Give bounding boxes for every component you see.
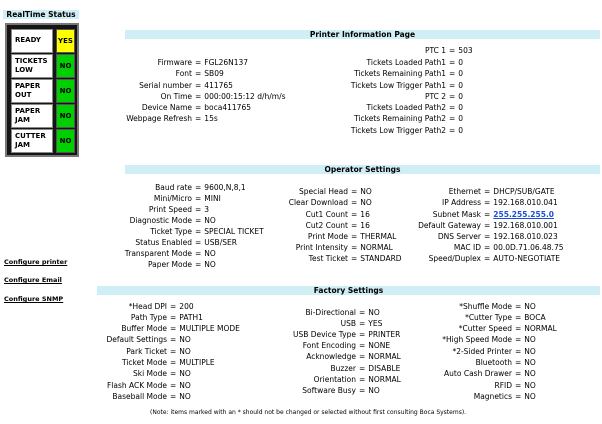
status-value: NO [56, 54, 75, 78]
fs-auto-cash-drawer: Auto Cash Drawer = NO [444, 369, 536, 378]
fs-bluetooth: Bluetooth = NO [475, 358, 536, 367]
op-default-gateway: Default Gateway = 192.168.010.001 [418, 221, 558, 230]
fs-flash-ack-mode: Flash ACK Mode = NO [106, 381, 191, 390]
info-ptc1: PTC 1 = 503 [424, 46, 473, 55]
op-print-speed: Print Speed = 3 [148, 205, 210, 214]
fs-2-sided-printer: *2-Sided Printer = NO [452, 347, 536, 356]
info-webpage-refresh: Webpage Refresh = 15s [126, 114, 218, 123]
info-firmware: Firmware = FGL26N137 [157, 58, 249, 67]
fs-ski-mode: Ski Mode = NO [132, 369, 191, 378]
op-speed-duplex: Speed/Duplex = AUTO-NEGOTIATE [428, 254, 561, 263]
info-serial: Serial number = 411765 [139, 81, 233, 90]
status-value: YES [56, 29, 75, 53]
fs-shuffle-mode: *Shuffle Mode = NO [459, 302, 536, 311]
configure-snmp-link[interactable]: Configure SNMP [4, 295, 64, 303]
info-loaded-path2: Tickets Loaded Path2 = 0 [366, 103, 464, 112]
subnet-mask-link[interactable]: 255.255.255.0 [493, 210, 555, 219]
status-cutter-jam [11, 129, 75, 153]
status-value: NO [56, 79, 75, 103]
operator-settings-title: Operator Settings [125, 165, 600, 174]
fs-bi-directional: Bi-Directional = NO [305, 308, 380, 317]
info-remaining-path1: Tickets Remaining Path1 = 0 [354, 69, 464, 78]
status-value: NO [56, 129, 75, 153]
fs-baseball-mode: Baseball Mode = NO [112, 392, 191, 401]
fs-default-settings: Default Settings = NO [106, 335, 191, 344]
fs-cutter-type: *Cutter Type = BOCA [465, 313, 546, 322]
info-font: Font = SB09 [175, 69, 224, 78]
op-ticket-type: Ticket Type = SPECIAL TICKET [150, 227, 264, 236]
op-test-ticket: Test Ticket = STANDARD [308, 254, 402, 263]
op-baud-rate: Baud rate = 9600,N,8,1 [155, 183, 246, 192]
factory-settings-title: Factory Settings [97, 286, 600, 295]
realtime-status-panel [5, 23, 79, 157]
op-subnet-mask[interactable]: Subnet Mask = 255.255.255.0 [432, 210, 555, 219]
info-loaded-path1: Tickets Loaded Path1 = 0 [366, 58, 464, 67]
op-diagnostic-mode: Diagnostic Mode = NO [129, 216, 216, 225]
fs-buffer-mode: Buffer Mode = MULTIPLE MODE [121, 324, 240, 333]
op-mac-id: MAC ID = 00.0D.71.06.48.75 [453, 243, 564, 252]
op-transparent-mode: Transparent Mode = NO [124, 249, 216, 258]
fs-usb: USB = YES [340, 319, 383, 328]
fs-acknowledge: Acknowledge = NORMAL [306, 352, 401, 361]
info-remaining-path2: Tickets Remaining Path2 = 0 [354, 114, 464, 123]
fs-ticket-mode: Ticket Mode = MULTIPLE [121, 358, 215, 367]
fs-magnetics: Magnetics = NO [473, 392, 536, 401]
fs-park-ticket: Park Ticket = NO [126, 347, 191, 356]
op-print-mode: Print Mode = THERMAL [307, 232, 397, 241]
info-ontime: On Time = 000:00:15:12 d/h/m/s [160, 92, 286, 101]
configure-email-link[interactable]: Configure Email [4, 276, 62, 284]
op-cut2-count: Cut2 Count = 16 [305, 221, 370, 230]
fs-font-encoding: Font Encoding = NONE [302, 341, 391, 350]
status-paper-out [11, 79, 75, 103]
info-device-name: Device Name = boca411765 [141, 103, 251, 112]
status-paper-jam [11, 104, 75, 128]
status-label: PAPER JAM [11, 104, 53, 128]
fs-cutter-speed: *Cutter Speed = NORMAL [458, 324, 557, 333]
footer-note: (Note: items marked with an * should not be changed or selected without first consulting Boca Systems). [150, 409, 467, 416]
status-tickets-low [11, 54, 75, 78]
fs-buzzer: Buzzer = DISABLE [330, 364, 401, 373]
fs-head-dpi: *Head DPI = 200 [128, 302, 194, 311]
printer-info-title: Printer Information Page [125, 30, 600, 39]
fs-orientation: Orientation = NORMAL [313, 375, 401, 384]
fs-path-type: Path Type = PATH1 [130, 313, 203, 322]
status-label: CUTTER JAM [11, 129, 53, 153]
fs-software-busy: Software Busy = NO [302, 386, 380, 395]
fs-high-speed-mode: *High Speed Mode = NO [442, 335, 536, 344]
op-cut1-count: Cut1 Count = 16 [305, 210, 370, 219]
op-print-intensity: Print Intensity = NORMAL [295, 243, 393, 252]
status-ready [11, 29, 75, 53]
op-paper-mode: Paper Mode = NO [147, 260, 216, 269]
info-ptc2: PTC 2 = 0 [424, 92, 464, 101]
op-clear-download: Clear Download = NO [288, 198, 372, 207]
fs-rfid: RFID = NO [494, 381, 536, 390]
op-special-head: Special Head = NO [298, 187, 372, 196]
status-label: TICKETS LOW [11, 54, 53, 78]
op-ethernet: Ethernet = DHCP/SUB/GATE [448, 187, 555, 196]
status-label: READY [11, 29, 53, 53]
status-value: NO [56, 104, 75, 128]
realtime-status-title: RealTime Status [3, 10, 79, 19]
op-status-enabled: Status Enabled = USB/SER [135, 238, 237, 247]
info-lowtrigger-path1: Tickets Low Trigger Path1 = 0 [350, 81, 464, 90]
info-lowtrigger-path2: Tickets Low Trigger Path2 = 0 [350, 126, 464, 135]
op-mini-micro: Mini/Micro = MINI [153, 194, 221, 203]
fs-usb-device-type: USB Device Type = PRINTER [292, 330, 401, 339]
status-label: PAPER OUT [11, 79, 53, 103]
op-ip-address: IP Address = 192.168.010.041 [442, 198, 558, 207]
configure-printer-link[interactable]: Configure printer [4, 258, 68, 266]
op-dns-server: DNS Server = 192.168.010.023 [437, 232, 558, 241]
